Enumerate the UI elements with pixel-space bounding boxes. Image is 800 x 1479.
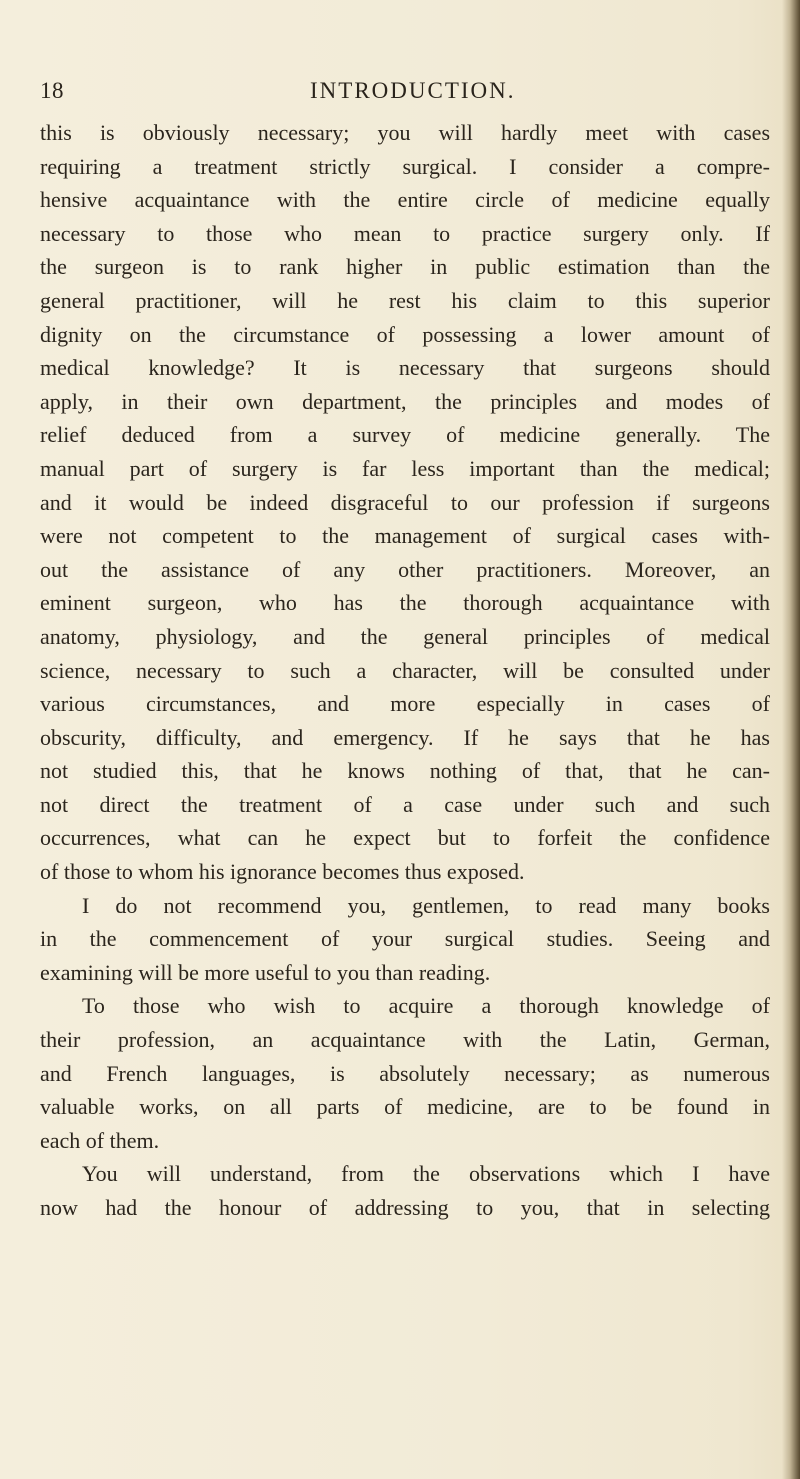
- text-line: of those to whom his ignorance becomes thus exposed.: [40, 859, 525, 885]
- body-text: [40, 116, 770, 1225]
- text-line: apply, in their own department, the principles and modes of: [40, 388, 770, 414]
- page-edge-shadow: [782, 0, 800, 1479]
- text-line: were not competent to the management of surgical cases with-: [40, 523, 770, 549]
- text-line: eminent surgeon, who has the thorough acquaintance with: [40, 590, 770, 616]
- text-line: necessary to those who mean to practice surgery only. If: [40, 220, 770, 246]
- text-line: and French languages, is absolutely necessary; as numerous: [40, 1060, 770, 1086]
- text-line: occurrences, what can he expect but to forfeit the confidence: [40, 825, 770, 851]
- text-line: now had the honour of addressing to you, that in selecting: [40, 1195, 770, 1220]
- text-line: dignity on the circumstance of possessing a lower amount of: [40, 321, 770, 347]
- text-line: valuable works, on all parts of medicine, are to be found in: [40, 1094, 770, 1120]
- text-line: manual part of surgery is far less important than the medical;: [40, 455, 770, 481]
- text-line: medical knowledge? It is necessary that surgeons should: [40, 355, 770, 381]
- text-line: To those who wish to acquire a thorough knowledge of: [82, 993, 770, 1019]
- text-line: science, necessary to such a character, will be consulted under: [40, 657, 770, 683]
- text-line: out the assistance of any other practitioners. Moreover, an: [40, 556, 770, 582]
- text-line: in the commencement of your surgical studies. Seeing and: [40, 926, 770, 952]
- text-line: hensive acquaintance with the entire circle of medicine equally: [40, 187, 770, 213]
- text-line: You will understand, from the observations which I have: [82, 1161, 770, 1187]
- text-line: not direct the treatment of a case under such and such: [40, 791, 770, 817]
- text-line: each of them.: [40, 1127, 160, 1153]
- text-line: and it would be indeed disgraceful to our profession if surgeons: [40, 489, 770, 515]
- text-line: the surgeon is to rank higher in public estimation than the: [40, 254, 770, 280]
- text-line: examining will be more useful to you than reading.: [40, 959, 491, 985]
- text-line: I do not recommend you, gentlemen, to read many books: [82, 892, 770, 918]
- text-line: not studied this, that he knows nothing of that, that he can-: [40, 758, 770, 784]
- text-line: general practitioner, will he rest his claim to this superior: [40, 287, 770, 313]
- running-title: INTRODUCTION.: [310, 78, 516, 103]
- text-line: obscurity, difficulty, and emergency. If he says that he has: [40, 724, 770, 750]
- text-line: anatomy, physiology, and the general principles of medical: [40, 623, 770, 649]
- text-line: requiring a treatment strictly surgical. I consider a compre-: [40, 153, 770, 179]
- text-line: relief deduced from a survey of medicine generally. The: [40, 422, 770, 448]
- text-line: various circumstances, and more especially in cases of: [40, 691, 770, 717]
- text-line: their profession, an acquaintance with the Latin, German,: [40, 1027, 770, 1053]
- text-line: this is obviously necessary; you will hardly meet with cases: [40, 120, 770, 145]
- running-head: [40, 78, 760, 110]
- page-number: 18: [40, 78, 64, 103]
